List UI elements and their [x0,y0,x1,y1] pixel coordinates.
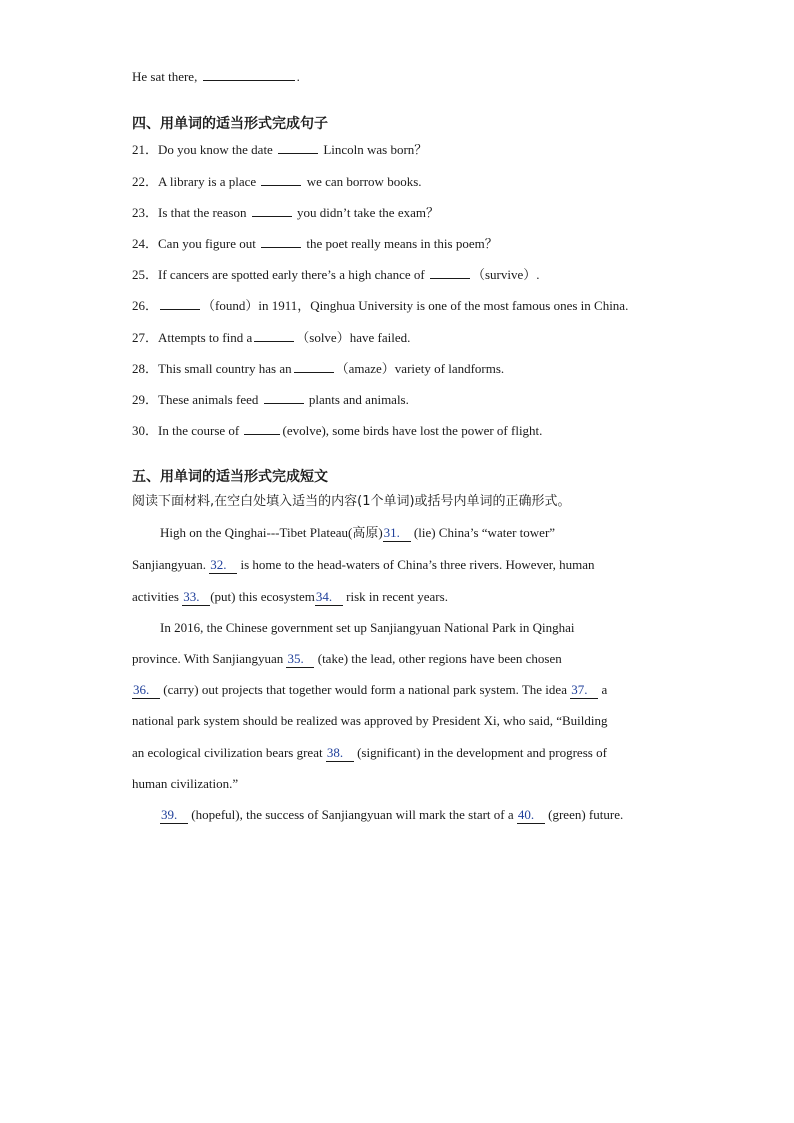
question-29: 29．These animals feed plants and animals. [132,392,409,407]
question-24: 24．Can you figure out the poet really means in this poem？ [132,236,498,251]
section-5-heading: 五、用单词的适当形式完成短文 [132,469,328,485]
blank-marker-38: 38. [326,745,354,762]
passage-line-3: activities 33. (put) this ecosystem34. risk in recent years. [132,589,448,604]
passage-line-1: High on the Qinghai---Tibet Plateau(高原)31. (lie) China’s “water tower” [160,525,556,540]
passage-line-6: 36. (carry) out projects that together would form a national park system. The idea 37. a [133,682,608,697]
question-30: 30．In the course of (evolve), some birds have lost the power of flight. [132,423,543,438]
blank-marker-40: 40. [517,807,545,824]
blank-marker-37: 37. [570,682,598,699]
answer-blank [264,391,304,404]
passage-line-4: In 2016, the Chinese government set up Sanjiangyuan National Park in Qinghai [160,620,575,635]
question-21: 21．Do you know the date Lincoln was born？ [132,142,428,157]
section-5-instruction: 阅读下面材料,在空白处填入适当的内容(1个单词)或括号内单词的正确形式。 [132,494,571,509]
passage-line-2: Sanjiangyuan. 32. is home to the head-waters of China’s three rivers. However, human [132,557,595,572]
passage-line-8: an ecological civilization bears great 38. (significant) in the development and progress of [132,745,607,760]
question-22: 22．A library is a place we can borrow books. [132,174,422,189]
question-23: 23．Is that the reason you didn’t take the exam？ [132,205,439,220]
answer-blank [252,204,292,217]
answer-blank [203,68,295,81]
blank-marker-32: 32. [209,557,237,574]
answer-blank [244,422,280,435]
blank-marker-34: 34. [315,589,343,606]
question-28: 28．This small country has an （amaze）variety of landforms. [132,361,505,376]
question-25: 25．If cancers are spotted early there’s a high chance of （survive）. [132,267,540,282]
blank-marker-36: 36. [132,682,160,699]
blank-marker-33: 33. [182,589,210,606]
blank-marker-31: 31. [383,525,411,542]
section-4-heading: 四、用单词的适当形式完成句子 [132,116,328,132]
answer-blank [430,266,470,279]
answer-blank [160,297,200,310]
answer-blank [261,173,301,186]
answer-blank [278,141,318,154]
question-26: 26． （found）in 1911，Qinghua University is one of the most famous ones in China. [132,298,629,313]
passage-line-9: human civilization.” [132,776,239,791]
question-27: 27．Attempts to find a （solve）have failed. [132,330,411,345]
blank-marker-39: 39. [160,807,188,824]
answer-blank [261,235,301,248]
passage-line-5: province. With Sanjiangyuan 35. (take) the lead, other regions have been chosen [132,651,562,666]
answer-blank [294,360,334,373]
passage-line-7: national park system should be realized was approved by President Xi, who said, “Building [132,713,608,728]
blank-marker-35: 35. [286,651,314,668]
answer-blank [254,329,294,342]
top-line: He sat there, . [132,69,300,84]
passage-line-10: 39. (hopeful), the success of Sanjiangyuan will mark the start of a 40. (green) future. [161,807,624,822]
